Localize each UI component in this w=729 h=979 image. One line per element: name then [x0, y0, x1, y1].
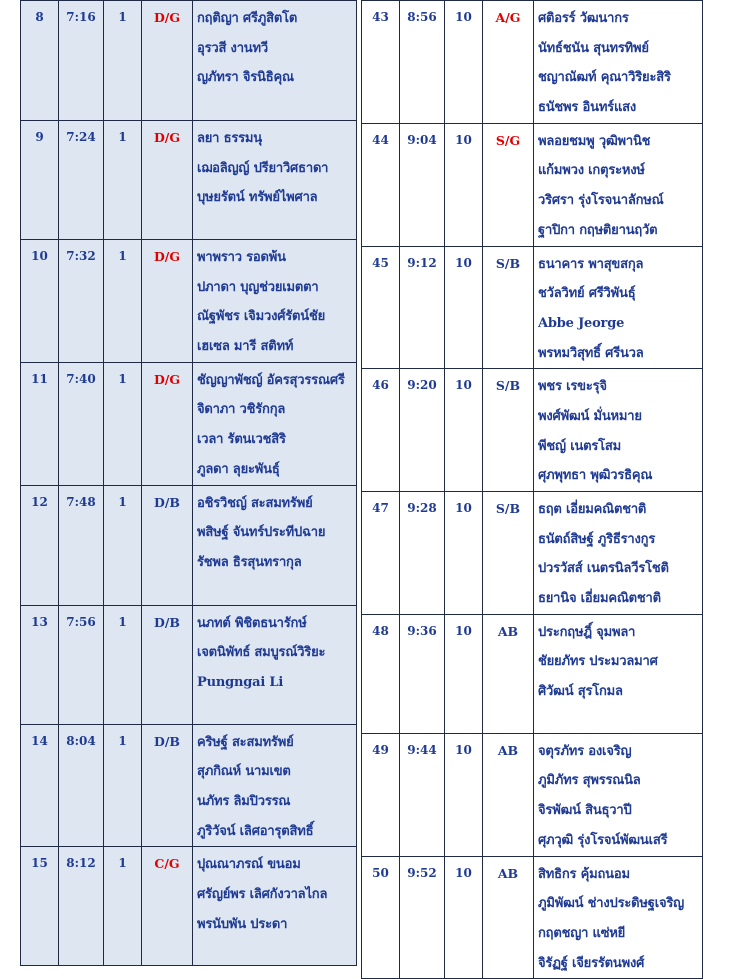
player-name: ชวัลวิทย์ ศรีวิพันธุ์	[538, 286, 636, 302]
player-names-cell	[534, 246, 703, 369]
division-code: AB	[483, 733, 534, 856]
player-name: ปุณณาภรณ์ ขนอม	[197, 857, 301, 873]
player-names-cell	[193, 240, 357, 363]
player-name: วริศรา รุ่งโรจนาลักษณ์	[538, 193, 664, 209]
division-code: C/G	[142, 847, 193, 966]
player-name: ธฤต เอี่ยมคณิตชาติ	[538, 502, 647, 517]
flight-row	[21, 605, 357, 724]
flight-row	[21, 847, 357, 966]
player-name: ธยานิจ เอี่ยมคณิตชาติ	[538, 591, 661, 607]
player-names-cell	[193, 121, 357, 240]
tee-time: 7:32	[59, 240, 104, 363]
flight-number: 11	[21, 362, 59, 485]
player-name: ภูลดา ลุยะพันธุ์	[197, 461, 280, 477]
player-names-cell	[193, 847, 357, 966]
flight-number: 43	[362, 1, 400, 124]
player-names-cell	[534, 614, 703, 733]
starting-hole: 10	[445, 246, 483, 369]
player-names-cell	[193, 362, 357, 485]
tee-time-table-right	[361, 0, 703, 979]
flight-row	[362, 1, 703, 124]
player-names-cell	[193, 605, 357, 724]
player-name: ปวรวัสส์ เนตรนิลวีรโชติ	[538, 561, 669, 577]
starting-hole: 1	[104, 485, 142, 605]
player-name: พงศ์พัฒน์ มั่นหมาย	[538, 408, 642, 424]
flight-row	[362, 856, 703, 979]
flight-number: 47	[362, 492, 400, 615]
player-name: ญภัทรา จิรนิธิคุณ	[197, 70, 294, 86]
player-name: อชิรวิชญ์ สะสมทรัพย์	[197, 495, 313, 511]
division-code: D/G	[142, 362, 193, 485]
division-code: S/B	[483, 369, 534, 492]
player-name: พีชญ์ เนตรโสม	[538, 438, 622, 454]
starting-hole: 10	[445, 369, 483, 492]
player-name: Abbe Jeorge	[538, 315, 625, 331]
division-code: AB	[483, 856, 534, 979]
flight-row	[21, 121, 357, 240]
player-name: ชญาณัฒท์ คุณาวิริยะสิริ	[538, 70, 671, 86]
flight-number: 8	[21, 1, 59, 121]
player-name: บุษยรัตน์ ทรัพย์ไพศาล	[197, 190, 318, 206]
player-name: จิรัฏฐ์ เจียรรัตนพงศ์	[538, 955, 645, 971]
player-name: ศุภพุทธา พุฒิวรธิคุณ	[538, 468, 653, 484]
division-code: D/B	[142, 724, 193, 847]
player-name: ศรัญย์พร เลิศกังวาลไกล	[197, 886, 328, 902]
player-name: คริษฐ์ สะสมทรัพย์	[197, 734, 294, 750]
division-code: D/B	[142, 485, 193, 605]
tee-time: 7:56	[59, 605, 104, 724]
division-code: A/G	[483, 1, 534, 124]
player-name: เฮเซล มารี สติทท์	[197, 339, 294, 355]
player-name: พรหมวิสุทธิ์ ศรีนวล	[538, 345, 644, 361]
player-name: ศติอรร์ วัฒนากร	[538, 11, 629, 26]
division-code: D/G	[142, 1, 193, 121]
division-code: D/G	[142, 121, 193, 240]
player-name: ธนาคาร พาสุขสกุล	[538, 256, 644, 272]
player-names-cell	[193, 485, 357, 605]
division-code: S/G	[483, 123, 534, 246]
player-name: ณัฐพัชร เจิมวงศ์รัตน์ชัย	[197, 309, 326, 325]
player-name: จตุรภัทร องเจริญ	[538, 743, 632, 759]
tee-time: 9:36	[400, 614, 445, 733]
player-name: จิดาภา วชิรักกุล	[197, 402, 286, 418]
player-name: ธนัตถ์สิษฐ์ ภูริธีรางกูร	[538, 531, 656, 547]
player-name: รัชพล ธิรสุนทรากุล	[197, 554, 302, 570]
player-name: นภทต์ พิชิตธนารักษ์	[197, 615, 307, 631]
player-names-cell	[534, 369, 703, 492]
tee-time: 7:16	[59, 1, 104, 121]
player-name: ภูมิพัฒน์ ช่างประดิษฐเจริญ	[538, 896, 685, 912]
player-names-cell	[193, 1, 357, 121]
player-names-cell	[534, 123, 703, 246]
player-name: สิทธิกร คุ้มถนอม	[538, 866, 630, 882]
starting-hole: 1	[104, 362, 142, 485]
player-name: ชัยยภัทร ประมวลมาศ	[538, 654, 658, 670]
player-name: นัทธ์ชนัน สุนทรทิพย์	[538, 40, 649, 56]
starting-hole: 10	[445, 492, 483, 615]
flight-row	[362, 369, 703, 492]
division-code: D/B	[142, 605, 193, 724]
flight-number: 15	[21, 847, 59, 966]
player-name: ฐาปิกา กฤษติยานฤวัต	[538, 222, 658, 238]
tee-time: 7:24	[59, 121, 104, 240]
player-name: ปภาดา บุญช่วยเมตตา	[197, 279, 319, 295]
tee-time: 7:40	[59, 362, 104, 485]
starting-hole: 1	[104, 605, 142, 724]
flight-number: 49	[362, 733, 400, 856]
player-name: กฤติญา ศรีภูสิตโต	[197, 11, 298, 26]
player-name: พรนับพัน ประดา	[197, 916, 288, 932]
player-name: พสิษฐ์ จันทร์ประทีปฉาย	[197, 525, 326, 541]
flight-row	[362, 246, 703, 369]
player-name: อุรวสี งานทวี	[197, 40, 268, 56]
starting-hole: 1	[104, 724, 142, 847]
flight-number: 13	[21, 605, 59, 724]
player-name: ชัญญาพัชญ์ อัครสุวรรณศรี	[197, 372, 345, 388]
tee-time: 8:04	[59, 724, 104, 847]
player-name: จิรพัฒน์ สินธุวาปี	[538, 803, 632, 819]
player-names-cell	[534, 492, 703, 615]
tee-time: 8:12	[59, 847, 104, 966]
player-name: กฤตชญา แซ่หยี	[538, 925, 626, 941]
tee-time: 7:48	[59, 485, 104, 605]
player-name: นภัทร ลิมปิวรรณ	[197, 793, 291, 809]
player-name: ภูริวัจน์ เลิศอารุตสิทธิ์	[197, 823, 314, 839]
player-name: พาพราว รอดพ้น	[197, 250, 286, 265]
flight-number: 14	[21, 724, 59, 847]
starting-hole: 10	[445, 614, 483, 733]
player-name: ภูมิภัทร สุพรรณนิล	[538, 773, 641, 789]
tee-time: 9:28	[400, 492, 445, 615]
division-code: AB	[483, 614, 534, 733]
tee-time: 9:12	[400, 246, 445, 369]
starting-hole: 10	[445, 123, 483, 246]
player-name: เจตนิพัทธ์ สมบูรณ์วิริยะ	[197, 645, 326, 661]
flight-row	[362, 733, 703, 856]
flight-row	[21, 240, 357, 363]
flight-row	[21, 1, 357, 121]
flight-number: 48	[362, 614, 400, 733]
flight-number: 10	[21, 240, 59, 363]
tee-time: 9:20	[400, 369, 445, 492]
player-name: ธนัชพร อินทร์แสง	[538, 100, 637, 116]
flight-number: 12	[21, 485, 59, 605]
tee-time: 9:52	[400, 856, 445, 979]
starting-hole: 1	[104, 240, 142, 363]
starting-hole: 10	[445, 1, 483, 124]
starting-hole: 1	[104, 1, 142, 121]
player-name: เวลา รัตนเวชสิริ	[197, 432, 286, 448]
tee-time: 9:04	[400, 123, 445, 246]
starting-hole: 10	[445, 856, 483, 979]
flight-row	[362, 123, 703, 246]
flight-number: 45	[362, 246, 400, 369]
player-name: พลอยชมพู วุฒิพานิช	[538, 133, 651, 149]
player-name: ประกฤษฎิ์ จุมพลา	[538, 624, 636, 640]
flight-row	[362, 492, 703, 615]
player-name: สุภกิณห์ นามเขต	[197, 764, 291, 780]
starting-hole: 1	[104, 121, 142, 240]
player-name: Pungngai Li	[197, 674, 284, 690]
player-names-cell	[193, 724, 357, 847]
flight-row	[21, 362, 357, 485]
tee-time: 8:56	[400, 1, 445, 124]
division-code: S/B	[483, 246, 534, 369]
flight-row	[21, 724, 357, 847]
player-name: เฌอลิญญ์ ปรียาวิศธาดา	[197, 160, 329, 176]
player-names-cell	[534, 1, 703, 124]
player-names-cell	[534, 856, 703, 979]
player-name: ลยา ธรรมนุ	[197, 131, 262, 146]
tee-time-table-left	[20, 0, 357, 966]
flight-number: 9	[21, 121, 59, 240]
starting-hole: 1	[104, 847, 142, 966]
division-code: S/B	[483, 492, 534, 615]
flight-number: 46	[362, 369, 400, 492]
flight-row	[21, 485, 357, 605]
flight-row	[362, 614, 703, 733]
player-name: พชร เรขะรุจิ	[538, 379, 607, 395]
flight-number: 44	[362, 123, 400, 246]
division-code: D/G	[142, 240, 193, 363]
player-name: ศุภวุฒิ รุ่งโรจน์พัฒนเสรี	[538, 832, 668, 848]
flight-number: 50	[362, 856, 400, 979]
player-name: ศิวัฒน์ สุรโกมล	[538, 684, 623, 700]
player-name: แก้มพวง เกตุระหงษ์	[538, 163, 645, 179]
starting-hole: 10	[445, 733, 483, 856]
tee-time: 9:44	[400, 733, 445, 856]
player-names-cell	[534, 733, 703, 856]
